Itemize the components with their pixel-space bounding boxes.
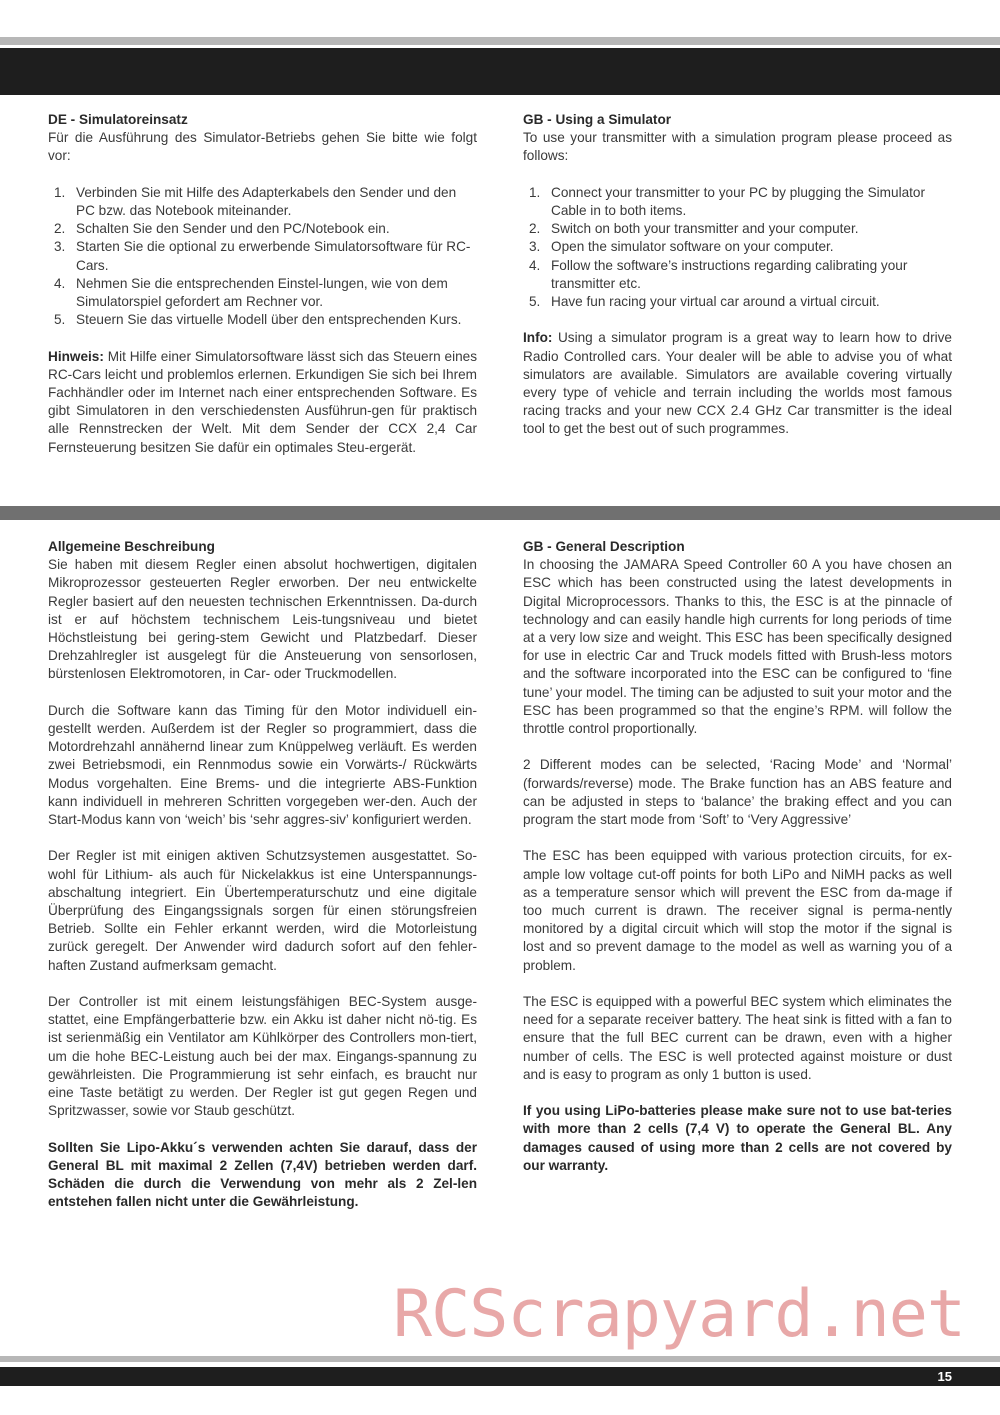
header-band [0, 48, 1000, 95]
body-paragraph: In choosing the JAMARA Speed Controller 60 A you have chosen an ESC which has been constructed using the latest developments in Digital Microprocessors. Thanks to this, the ESC is at the pinnacle of technology and can easily handle high currents for long periods of time at a very low size and weight. This ESC has been specifically designed for use in electric Car and Truck models fitted with Brush-less motors and the software incorporated into the ESC can be configured to ‘fine tune’ your model. The timing can be adjusted to suit your motor and the ESC has been programmed so that the engine’s RPM. will follow the throttle control proportionally. [523, 557, 952, 737]
watermark: RCScrapyard.net [393, 1277, 965, 1352]
intro-text: To use your transmitter with a simulation program please proceed as follows: [523, 130, 952, 164]
steps-list [48, 184, 477, 330]
body-paragraph: 2 Different modes can be selected, ‘Racing Mode’ and ‘Normal’ (forwards/reverse) mode. The Brake function has an ABS feature and can be adjusted in steps to ‘balance’ the braking effect and you can program the start mode from ‘Soft’ to ‘Very Aggressive’ [523, 757, 952, 828]
list-item: 3. Starten Sie die optional zu erwerbende Simulatorsoftware für RC-Cars. [54, 239, 471, 273]
body-paragraph: The ESC has been equipped with various protection circuits, for ex-ample low voltage cut-off points for both LiPo and NiMH packs as well as a temperature sensor which will prevent the ESC from da-mage if too much current is drawn. The receiver signal is perma-nently monitored by a digital circuit which will stop the motor if the signal is lost and so prevent damage to the model as well as warning you of a problem. [523, 848, 952, 973]
top-gray-rule [0, 37, 1000, 45]
list-item: 4. Follow the software’s instructions regarding calibrating your transmitter etc. [529, 257, 908, 291]
section-heading: GB - General Description [523, 539, 685, 554]
simulator-de-section [48, 111, 477, 457]
note-paragraph [48, 348, 477, 457]
body-paragraph: Der Regler ist mit einigen aktiven Schutzsystemen ausgestattet. So-wohl für Lithium- als auch für Nickelakkus ist eine Unterspannungs-abschaltung integriert. Ein Übertemperaturschutz und eine digitale Überprüfung des Eingangssignals sorgen für einen störungsfreien Betrieb. Sollte ein Fehler erkannt werden, wird die Motorleistung zurück geregelt. Der Anwender wird dadurch sofort auf den fehler-haften Zustand aufmerksam gemacht. [48, 848, 477, 973]
body-paragraph: The ESC is equipped with a powerful BEC system which eliminates the need for a separate receiver battery. The heat sink is fitted with a fan to ensure that the full BEC current can be drawn, even with a higher number of cells. The ESC is well protected against moisture or dust and is easy to program as only 1 button is used. [523, 994, 952, 1082]
list-item: 4. Nehmen Sie die entsprechenden Einstel-lungen, wie von dem Simulatorspiel gefordert am Rechner vor. [54, 275, 448, 310]
body-paragraph: Der Controller ist mit einem leistungsfähigen BEC-System ausge-stattet, eine Empfängerbatterie bzw. ein Akku ist daher nicht nö-tig. Es ist serienmäßig ein Ventilator am Kühlkörper des Controllers mon-tiert, um die hohe BEC-Leistung auch bei der max. Eingangs-spannung zu gewährleisten. Die Programmierung ist sehr einfach, es braucht nur eine Taste betätigt zu werden. Der Regler ist gut gegen Regen und Spritzwasser, sowie vor Staub geschützt. [48, 994, 477, 1119]
body-paragraph: Sie haben mit diesem Regler einen absolut hochwertigen, digitalen Mikroprozessor gesteuerten Regler erworben. Der neu entwickelte Regler basiert auf den neuesten technischen Erkenntnissen. Da-durch ist er auf höchstem technischem Leis-tungsniveau und bietet Höchstleistung bei gering-stem Gewicht und Platzbedarf. Dieser Drehzahlregler ist ausgelegt für die Ansteuerung von sensorlosen, bürstenlosen Elektromotoren, in Car- oder Truckmodellen. [48, 557, 477, 682]
list-item: 2. Switch on both your transmitter and your computer. [529, 221, 859, 237]
list-item: 5. Have fun racing your virtual car around a virtual circuit. [529, 294, 880, 310]
note-label: Hinweis: [48, 348, 104, 364]
section-heading: GB - Using a Simulator [523, 112, 672, 127]
body-paragraph: Durch die Software kann das Timing für den Motor individuell ein-gestellt werden. Außerdem ist der Regler so programmiert, dass die Motordrehzahl annähernd linear zum Knüppelweg verläuft. Es werden zwei Betriebsmodi, ein Rennmodus sowie ein Vorwärts-/ Rückwärts Modus vorgehalten. Eine Brems- und die integrierte ABS-Funktion kann individuell in mehreren Schritten vorgegeben wer-den. Auch der Start-Modus kann von ‘weich’ bis ‘sehr aggres-siv’ konfiguriert werden. [48, 702, 477, 828]
description-de-section [48, 538, 477, 1211]
intro-text: Für die Ausführung des Simulator-Betriebs gehen Sie bitte wie folgt vor: [48, 130, 477, 164]
steps-list [523, 184, 952, 311]
footer-band [0, 1367, 1000, 1386]
list-item: 3. Open the simulator software on your computer. [529, 239, 834, 255]
list-item: 5. Steuern Sie das virtuelle Modell über den entsprechenden Kurs. [54, 312, 462, 328]
warning-paragraph: If you using LiPo-batteries please make sure not to use bat-teries with more than 2 cells (7,4 V) to operate the General BL. Any damages caused of using more than 2 cells are not covered by our warranty. [523, 1103, 952, 1173]
section-heading: Allgemeine Beschreibung [48, 539, 215, 554]
note-label: Info: [523, 330, 553, 346]
warning-paragraph: Sollten Sie Lipo-Akku´s verwenden achten Sie darauf, dass der General BL mit maximal 2 Zellen (7,4V) betrieben werden darf. Schäden die durch die Verwendung von mehr als 2 Zel-len entstehen fallen nicht unter die Gewährleistung. [48, 1139, 477, 1210]
simulator-gb-section [523, 111, 952, 439]
bottom-gray-rule [0, 1356, 1000, 1362]
list-item: 1. Verbinden Sie mit Hilfe des Adapterkabels den Sender und den PC bzw. das Notebook miteinander. [54, 184, 457, 218]
section-divider [0, 506, 1000, 520]
description-gb-section [523, 538, 952, 1175]
note-paragraph [523, 329, 952, 438]
list-item: 1. Connect your transmitter to your PC by plugging the Simulator Cable in to both items. [529, 184, 926, 218]
page-number: 15 [937, 1369, 952, 1384]
list-item: 2. Schalten Sie den Sender und den PC/Notebook ein. [54, 221, 390, 237]
note-text: Using a simulator program is a great way to learn how to drive Radio Controlled cars. Your dealer will be able to advise you of what simulators are available. Simulators are available covering virtually every type of vehicle and terrain including the worlds most famous racing tracks and your new CCX 2.4 GHz Car transmitter is the ideal tool to get the best out of such programmes. [523, 330, 952, 437]
note-text: Mit Hilfe einer Simulatorsoftware lässt sich das Steuern eines RC-Cars leicht und problemlos erlernen. Erkundigen Sie sich bei Ihrem Fachhändler oder im Internet nach einer entsprechenden Software. Es gibt Simulatoren in den verschiedensten Ausführun-gen für praktisch alle Rennstrecken der Welt. Mit dem Sender der CCX 2,4 Car Fernsteuerung besitzen Sie dafür ein optimales Steu-ergerät. [48, 348, 478, 455]
section-heading: DE - Simulatoreinsatz [48, 112, 188, 127]
